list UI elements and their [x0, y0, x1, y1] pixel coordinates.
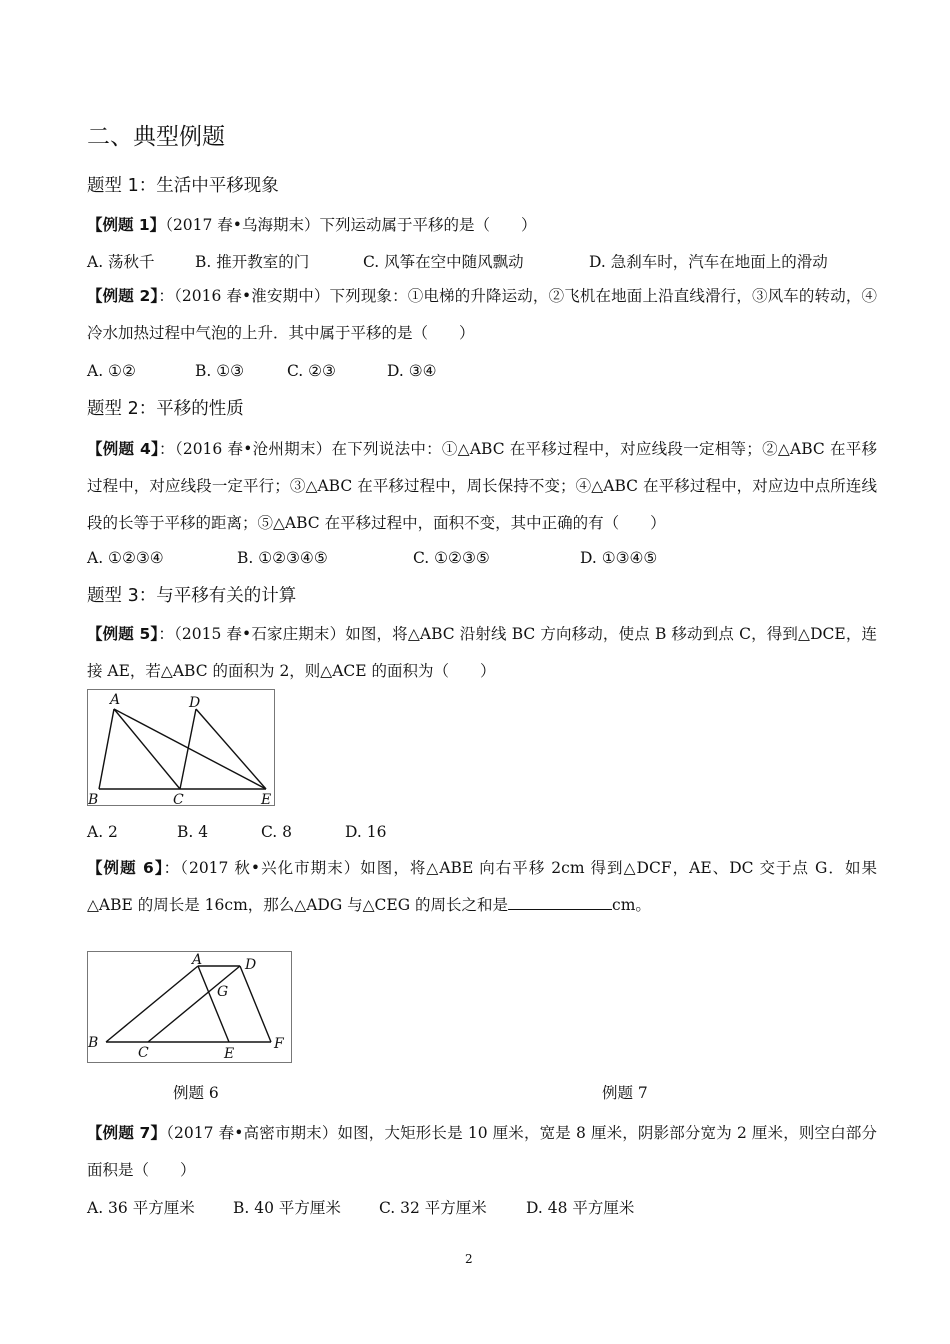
example-1-tag: 【例题 1】	[87, 216, 166, 234]
segment-dc	[180, 709, 196, 789]
label-f: F	[274, 1036, 284, 1052]
example-5-figure	[87, 689, 275, 806]
example-2-options	[87, 362, 887, 384]
label-a: A	[192, 952, 203, 968]
label-g: G	[217, 984, 229, 1000]
type3-title: 题型 3：与平移有关的计算	[87, 586, 297, 606]
label-e: E	[261, 792, 272, 805]
label-c: C	[173, 792, 184, 805]
example-7-tag: 【例题 7】	[87, 1124, 167, 1142]
label-b: B	[88, 792, 99, 805]
option-a: A. ①②③④	[87, 549, 164, 567]
option-b: B. 4	[177, 823, 209, 841]
option-b: B. 推开教室的门	[195, 253, 310, 271]
example-5-tag: 【例题 5】	[87, 625, 159, 643]
example-4-stem	[87, 431, 877, 542]
example-7-text: （2017 春•高密市期末）如图，大矩形长是 10 厘米，宽是 8 厘米，阴影部分宽为 2 厘米，则空白部分面积是（ ）	[87, 1124, 878, 1179]
example-4-tag: 【例题 4】	[87, 440, 160, 458]
option-d: D. 急刹车时，汽车在地面上的滑动	[589, 253, 828, 271]
option-c: C. 32 平方厘米	[379, 1199, 487, 1217]
segment-ae	[114, 709, 266, 789]
example-2-tag: 【例题 2】	[87, 287, 159, 305]
caption-example-7: 例题 7	[602, 1084, 648, 1102]
example-1-text: （2017 春•乌海期末）下列运动属于平移的是（ ）	[165, 216, 537, 234]
example-2-text: ：（2016 春•淮安期中）下列现象：①电梯的升降运动，②飞机在地面上沿直线滑行，③风车的转动，④冷水加热过程中气泡的上升．其中属于平移的是（ ）	[87, 287, 877, 342]
example-4-options	[87, 549, 887, 571]
segment-ab	[106, 966, 198, 1042]
option-b: B. ①②③④⑤	[237, 549, 328, 567]
type2-title: 题型 2：平移的性质	[87, 399, 244, 419]
example-1-options	[87, 250, 887, 272]
segment-ae	[198, 966, 229, 1042]
option-c: C. ②③	[287, 362, 336, 380]
label-a: A	[110, 692, 121, 708]
example-1-stem	[87, 212, 877, 238]
label-b: B	[88, 1035, 99, 1051]
option-b: B. ①③	[195, 362, 245, 380]
example-5-text: ：（2015 春•石家庄期末）如图，将△ABC 沿射线 BC 方向移动，使点 B 移动到点 C，得到△DCE，连接 AE，若△ABC 的面积为 2，则△ACE 的面积为（ ）	[87, 625, 877, 680]
label-d: D	[245, 957, 257, 973]
segment-ab	[99, 709, 114, 789]
parallelogram-translation-diagram	[88, 952, 291, 1062]
example-6-tag: 【例题 6】	[87, 859, 164, 877]
page-number: 2	[465, 1252, 473, 1266]
example-6-text: ：（2017 秋•兴化市期末）如图，将△ABE 向右平移 2cm 得到△DCF，AE、DC 交于点 G．如果△ABE 的周长是 16cm，那么△ADG 与△CEG 的周长之和是	[87, 859, 877, 914]
option-d: D. ③④	[387, 362, 437, 380]
segment-df	[240, 966, 271, 1042]
option-d: D. ①③④⑤	[580, 549, 658, 567]
section-title: 二、典型例题	[87, 124, 225, 150]
option-a: A. ①②	[87, 362, 136, 380]
triangles-translation-diagram	[88, 690, 274, 805]
segment-de	[196, 709, 266, 789]
option-a: A. 2	[87, 823, 118, 841]
type1-title: 题型 1：生活中平移现象	[87, 176, 279, 196]
option-c: C. 风筝在空中随风飘动	[363, 253, 524, 271]
example-6-stem	[87, 850, 877, 924]
option-a: A. 36 平方厘米	[87, 1199, 195, 1217]
example-5-stem	[87, 616, 877, 690]
option-c: C. 8	[261, 823, 293, 841]
segment-ac	[114, 709, 180, 789]
answer-blank[interactable]	[508, 893, 612, 910]
example-7-stem	[87, 1115, 877, 1189]
caption-example-6: 例题 6	[173, 1084, 219, 1102]
label-d: D	[189, 695, 201, 711]
option-c: C. ①②③⑤	[413, 549, 490, 567]
example-4-text: ：（2016 春•沧州期末）在下列说法中：①△ABC 在平移过程中，对应线段一定相等；②△ABC 在平移过程中，对应线段一定平行；③△ABC 在平移过程中，周长保持不变；④△ABC 在平移过程中，对应边中点所连线段的长等于平移的距离；⑤△ABC 在平移过程中，面积不变，其中正确的有（ ）	[87, 440, 877, 532]
example-5-options	[87, 823, 887, 845]
example-7-options	[87, 1196, 887, 1218]
option-d: D. 16	[345, 823, 387, 841]
segment-dc	[148, 966, 240, 1042]
example-2-stem	[87, 278, 877, 352]
label-c: C	[138, 1045, 149, 1061]
example-6-figure	[87, 951, 292, 1063]
option-d: D. 48 平方厘米	[526, 1199, 635, 1217]
example-6-unit: cm。	[612, 896, 651, 914]
option-b: B. 40 平方厘米	[233, 1199, 341, 1217]
label-e: E	[224, 1046, 235, 1062]
option-a: A. 荡秋千	[87, 253, 155, 271]
